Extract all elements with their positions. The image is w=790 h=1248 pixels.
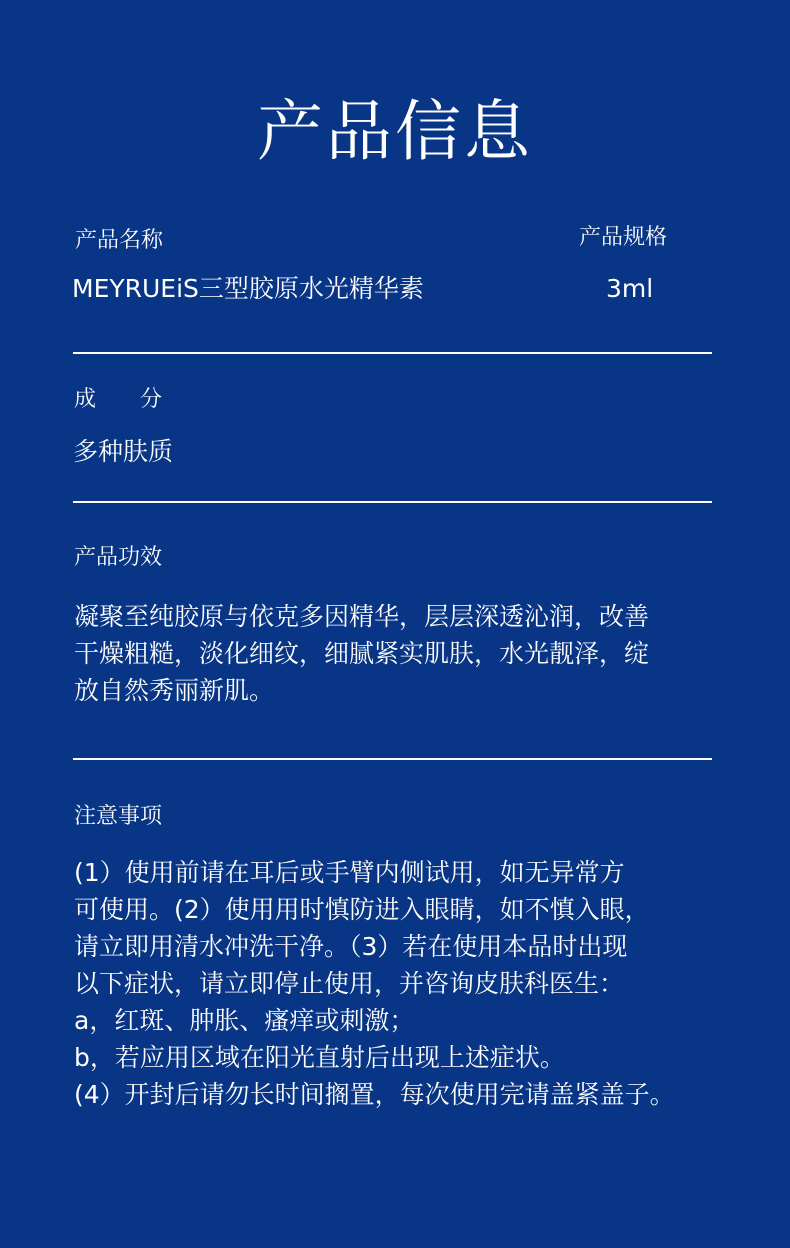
- product-name-label: 产品名称: [75, 228, 164, 253]
- notes-line: (1）使用前请在耳后或手臂内侧试用，如无异常方: [74, 858, 625, 887]
- efficacy-text: [74, 598, 734, 709]
- efficacy-label: 产品功效: [74, 545, 163, 570]
- product-spec-label: 产品规格: [579, 225, 668, 250]
- ingredients-label: 成 分: [74, 387, 163, 412]
- efficacy-line: 凝聚至纯胶原与依克多因精华，层层深透沁润，改善: [74, 602, 650, 631]
- notes-line: 以下症状，请立即停止使用，并咨询皮肤科医生：: [74, 969, 625, 998]
- efficacy-line: 干燥粗糙，淡化细纹，细腻紧实肌肤，水光靓泽，绽: [74, 639, 650, 668]
- divider: [73, 758, 712, 760]
- efficacy-line: 放自然秀丽新肌。: [74, 676, 275, 705]
- divider: [73, 501, 712, 503]
- page-title: 产品信息: [257, 93, 533, 170]
- product-name-value: MEYRUEiS三型胶原水光精华素: [72, 274, 424, 303]
- notes-line: 请立即用清水冲洗干净。（3）若在使用本品时出现: [74, 932, 628, 961]
- notes-line: b，若应用区域在阳光直射后出现上述症状。: [74, 1043, 565, 1072]
- notes-line: a，红斑、肿胀、瘙痒或刺激；: [74, 1006, 415, 1035]
- divider: [73, 352, 712, 354]
- ingredients-value: 多种肤质: [73, 437, 174, 466]
- notes-line: (4）开封后请勿长时间搁置，每次使用完请盖紧盖子。: [74, 1080, 675, 1109]
- product-spec-value: 3ml: [606, 274, 654, 303]
- notes-text: [74, 854, 774, 1113]
- notes-label: 注意事项: [74, 804, 163, 829]
- notes-line: 可使用。(2）使用用时慎防进入眼睛，如不慎入眼，: [74, 895, 650, 924]
